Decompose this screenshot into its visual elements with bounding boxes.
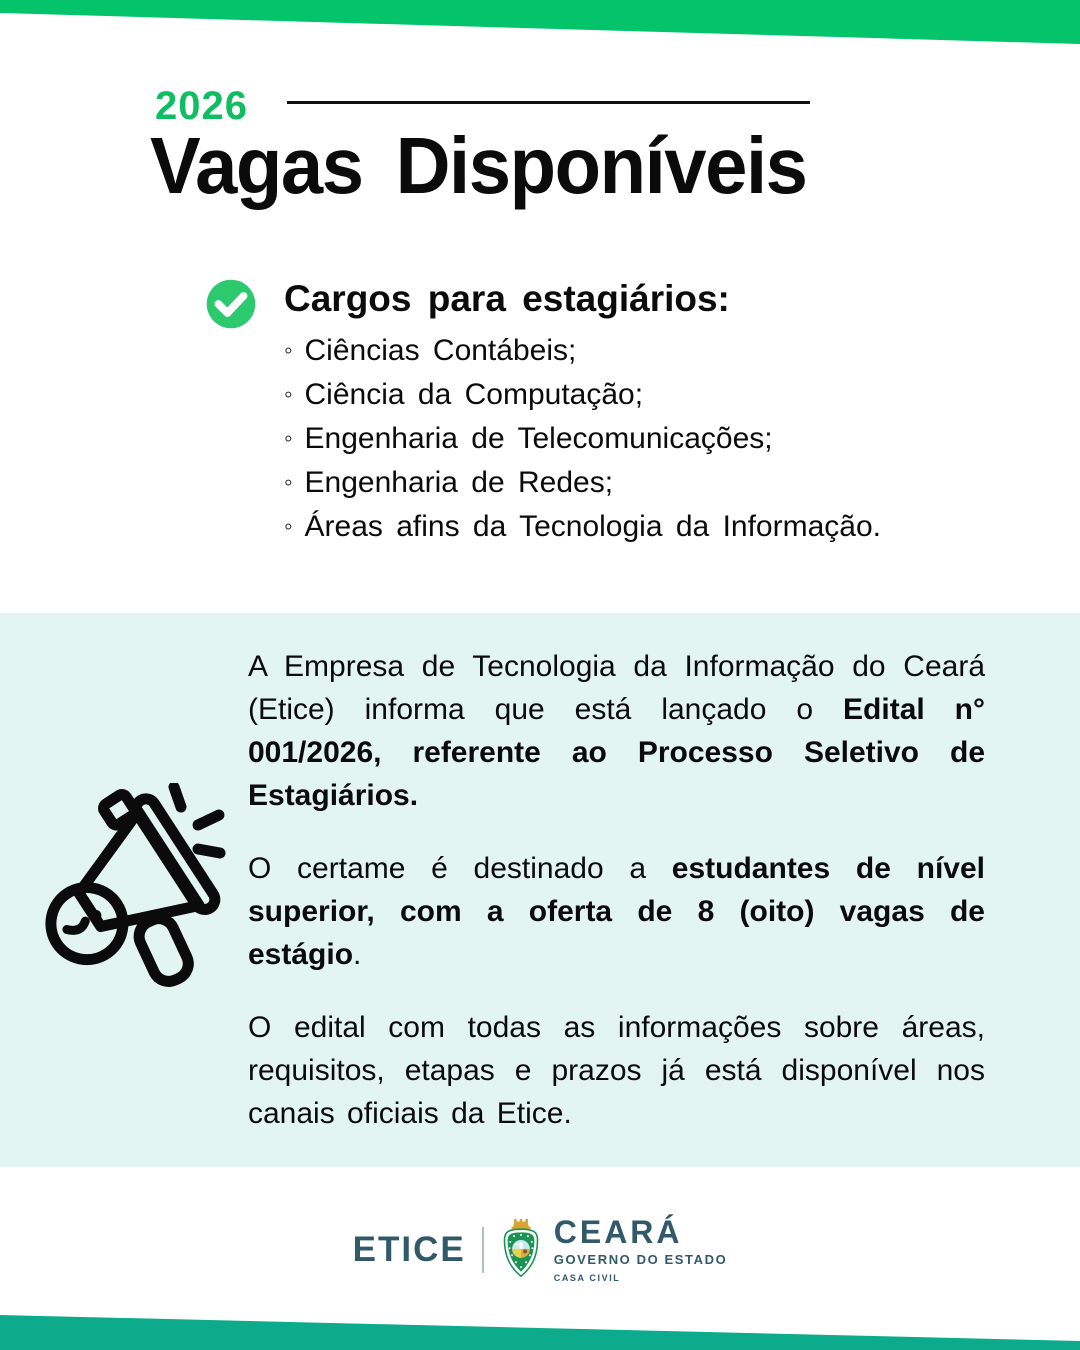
page-title: Vagas Disponíveis [150,121,807,210]
bullet-icon: ◦ [284,469,293,496]
list-item [284,418,881,462]
list-item [284,506,881,550]
ceara-coat-of-arms-icon [498,1219,544,1280]
bullet-icon: ◦ [284,337,293,364]
bullet-icon: ◦ [284,513,293,540]
state-logo-block [554,1216,728,1283]
announcement-paragraph: A Empresa de Tecnologia da Informação do Ceará (Etice) informa que está lançado o Edital n° 001/2026, referente ao Processo Seletivo de Estagiários. [248,650,985,812]
course-list [284,330,881,550]
state-name: CEARÁ [553,1214,683,1250]
megaphone-icon [26,783,236,993]
announcement-paragraph: O certame é destinado a estudantes de nível superior, com a oferta de 8 (oito) vagas de estágio. [248,852,985,971]
list-item-label: Engenharia de Redes; [304,466,614,499]
etice-logo-text: ETICE [352,1229,466,1269]
department-label: CASA CIVIL [553,1273,621,1283]
announcement-panel [0,613,1080,1167]
announcement-paragraphs [248,645,985,1165]
bottom-band [0,1314,1080,1350]
list-item-label: Engenharia de Telecomunicações; [304,422,773,455]
government-label: GOVERNO DO ESTADO [553,1252,728,1267]
list-item [284,374,881,418]
list-item-label: Áreas afins da Tecnologia da Informação. [304,510,881,543]
check-icon [204,277,258,331]
list-item-label: Ciências Contábeis; [304,334,577,367]
bullet-icon: ◦ [284,381,293,408]
year-label: 2026 [155,84,248,128]
bullet-icon: ◦ [284,425,293,452]
logo-divider [482,1227,484,1273]
top-band [0,0,1080,50]
announcement-paragraph: O edital com todas as informações sobre áreas, requisitos, etapas e prazos já está disponível nos canais oficiais da Etice. [248,1011,985,1130]
footer-logos [0,1216,1080,1283]
list-item [284,330,881,374]
list-item-label: Ciência da Computação; [304,378,644,411]
list-item [284,462,881,506]
title-rule [287,101,810,104]
section-heading: Cargos para estagiários: [284,278,730,319]
